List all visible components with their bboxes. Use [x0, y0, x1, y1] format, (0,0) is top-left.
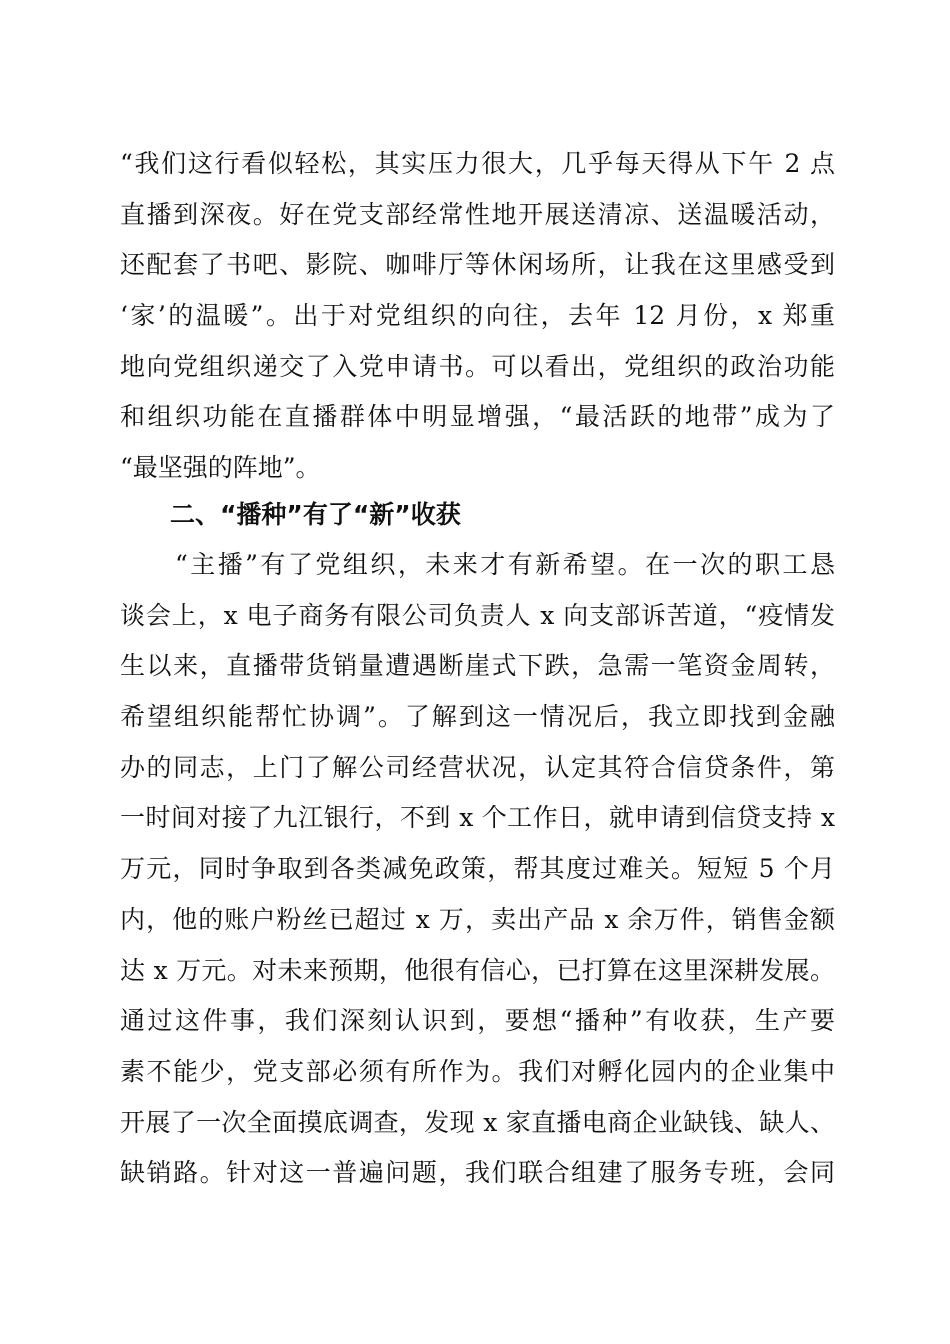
- paragraph-1-line: 还配套了书吧、影院、咖啡厅等休闲场所，让我在这里感受到: [120, 250, 835, 280]
- paragraph-2-line: 缺销路。针对这一普遍问题，我们联合组建了服务专班，会同: [120, 1158, 835, 1188]
- section-heading: 二、“播种”有了“新”收获: [170, 500, 461, 529]
- paragraph-2: [120, 540, 835, 1199]
- paragraph-2-line: 一时间对接了九江银行，不到 x 个工作日，就申请到信贷支持 x: [120, 803, 835, 833]
- paragraph-2-line: 谈会上，x 电子商务有限公司负责人 x 向支部诉苦道，“疫情发: [120, 600, 835, 630]
- paragraph-1-line: “我们这行看似轻松，其实压力很大，几乎每天得从下午 2 点: [120, 149, 835, 178]
- paragraph-2-line: 素不能少，党支部必须有所作为。我们对孵化园内的企业集中: [120, 1056, 835, 1086]
- paragraph-2-line: 开展了一次全面摸底调查，发现 x 家直播电商企业缺钱、缺人、: [120, 1107, 835, 1137]
- paragraph-2-line: 万元，同时争取到各类减免政策，帮其度过难关。短短 5 个月: [120, 854, 835, 884]
- paragraph-2-line: 办的同志，上门了解公司经营状况，认定其符合信贷条件，第: [120, 752, 835, 782]
- paragraph-1-line: ‘家’的温暖”。出于对党组织的向往，去年 12 月份，x 郑重: [120, 301, 835, 331]
- paragraph-2-line: 生以来，直播带货销量遭遇断崖式下跌，急需一笔资金周转，: [120, 651, 835, 681]
- paragraph-2-line: 达 x 万元。对未来预期，他很有信心，已打算在这里深耕发展。: [120, 955, 835, 985]
- paragraph-1-line: “最坚强的阵地”。: [120, 453, 321, 483]
- paragraph-2-line: 内，他的账户粉丝已超过 x 万，卖出产品 x 余万件，销售金额: [120, 904, 835, 934]
- paragraph-1-line: 地向党组织递交了入党申请书。可以看出，党组织的政治功能: [120, 351, 835, 381]
- paragraph-1-line: 直播到深夜。好在党支部经常性地开展送清凉、送温暖活动，: [120, 199, 835, 229]
- paragraph-1: [120, 139, 835, 494]
- paragraph-1-line: 和组织功能在直播群体中明显增强，“最活跃的地带”成为了: [120, 402, 835, 432]
- paragraph-2-line: 通过这件事，我们深刻认识到，要想“播种”有收获，生产要: [120, 1006, 835, 1036]
- paragraph-2-line: 希望组织能帮忙协调”。了解到这一情况后，我立即找到金融: [120, 702, 835, 732]
- paragraph-2-line: “主播”有了党组织，未来才有新希望。在一次的职工恳: [120, 550, 835, 579]
